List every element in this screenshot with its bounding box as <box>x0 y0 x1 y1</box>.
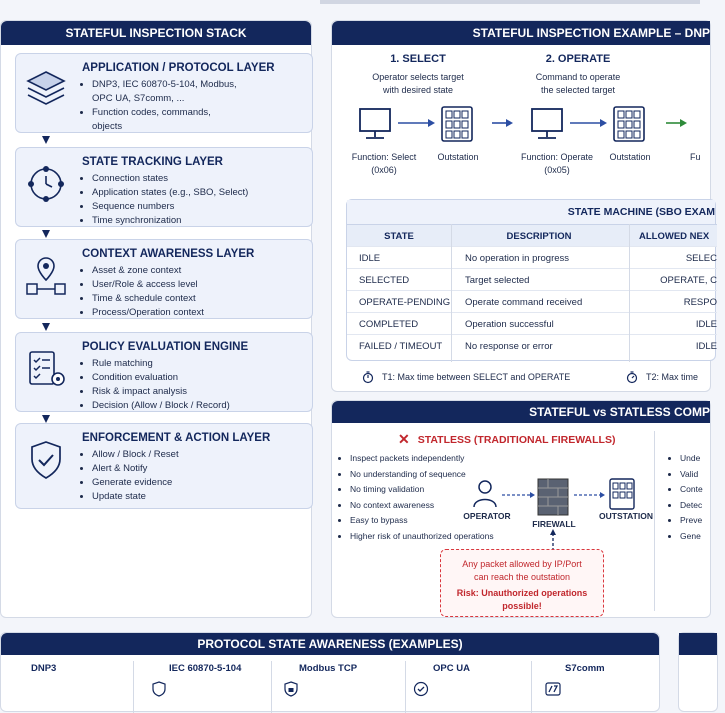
protocol-panel-partial <box>678 632 718 712</box>
step-select-title: 1. SELECT <box>390 53 446 65</box>
list-item: • Detec <box>680 498 703 514</box>
layer-item: • Sequence numbers <box>92 200 248 214</box>
allowed-next-cell: RESPO <box>683 296 717 308</box>
stack-header: STATEFUL INSPECTION STACK <box>1 21 311 45</box>
policy-evaluation-engine-layer <box>15 332 313 412</box>
list-item: • Inspect packets independently <box>350 451 494 467</box>
outstation-label: OUTSTATION <box>599 511 653 521</box>
firewall-label: FIREWALL <box>532 519 576 529</box>
stateful-list <box>670 451 703 544</box>
monitor-icon <box>360 109 390 138</box>
column-divider <box>133 661 134 713</box>
step-desc-line: with desired state <box>382 85 454 95</box>
stateful-inspection-stack-panel <box>0 20 312 618</box>
timer-t1-text: T1: Max time between SELECT and OPERATE <box>382 372 571 382</box>
protocol-s7comm: S7comm <box>565 663 605 674</box>
state-cell: SELECTED <box>359 274 410 286</box>
shield-check-icon <box>24 438 68 482</box>
column-divider <box>271 661 272 713</box>
column-header: DESCRIPTION <box>506 230 572 242</box>
layer-item: • User/Role & access level <box>92 278 204 292</box>
sbo-flow-diagram <box>332 103 712 151</box>
description-cell: No response or error <box>465 340 553 352</box>
enforcement-action-layer <box>15 423 313 509</box>
state-tracking-layer <box>15 147 313 227</box>
list-item: • Unde <box>680 451 703 467</box>
list-item: • Valid <box>680 467 703 483</box>
dashed-arrow-icon <box>502 492 535 498</box>
operate-function-label <box>514 151 600 177</box>
up-arrow-icon <box>550 529 556 551</box>
outstation-rack-icon <box>442 107 472 141</box>
operator-label: OPERATOR <box>463 511 511 521</box>
context-icon <box>24 254 68 298</box>
shield-icon <box>151 681 167 697</box>
step-operate-desc <box>518 71 638 97</box>
shield-lock-icon <box>283 681 299 697</box>
protocol-dnp3: DNP3 <box>31 663 57 674</box>
allowed-next-cell: OPERATE, C <box>660 274 717 286</box>
layer-item: • Asset & zone context <box>92 264 204 278</box>
dashed-arrow-icon <box>574 492 605 498</box>
table-row <box>347 312 717 335</box>
layer-title: POLICY EVALUATION ENGINE <box>82 341 249 353</box>
table-row <box>347 334 717 357</box>
firewall-icon <box>538 479 568 515</box>
policy-checklist-icon <box>24 347 68 391</box>
outstation-label: Outstation <box>437 152 479 162</box>
layer-title: ENFORCEMENT & ACTION LAYER <box>82 432 271 444</box>
function-code: (0x05) <box>544 165 570 175</box>
stateless-title-text: STATLESS (TRADITIONAL FIREWALLS) <box>417 433 616 446</box>
timer-t1 <box>362 371 570 383</box>
layer-item: • Application states (e.g., SBO, Select) <box>92 186 248 200</box>
select-function-label <box>346 151 422 177</box>
column-divider <box>451 224 452 362</box>
layer-item: • Time synchronization <box>92 214 248 228</box>
layer-item-continued: OPC UA, S7comm, ... <box>92 93 185 104</box>
timer-t2 <box>626 371 698 383</box>
example-header <box>332 21 710 45</box>
state-cell: COMPLETED <box>359 318 419 330</box>
step-desc-line: Command to operate <box>535 72 621 82</box>
stateful-vs-stateless-panel <box>331 400 711 618</box>
protocol-opc-ua: OPC UA <box>433 663 470 674</box>
layer-item: • Connection states <box>92 172 248 186</box>
state-cell: IDLE <box>359 252 381 264</box>
state-cell: FAILED / TIMEOUT <box>359 340 443 352</box>
compare-header <box>332 401 710 423</box>
column-divider <box>629 224 630 362</box>
stopwatch-icon <box>626 371 638 383</box>
table-row <box>347 268 717 291</box>
column-divider <box>531 661 532 713</box>
column-header: STATE <box>384 230 414 242</box>
layer-item: • Process/Operation context <box>92 306 204 320</box>
column-header: ALLOWED NEX <box>639 230 710 242</box>
outstation-rack-icon <box>610 479 634 509</box>
outstation-label: Outstation <box>609 152 651 162</box>
allowed-next-cell: SELEC <box>685 252 717 264</box>
table-row <box>347 290 717 313</box>
partial-function-label: Fu <box>690 152 701 162</box>
state-cycle-icon <box>24 162 68 206</box>
list-item: • Easy to bypass <box>350 513 494 529</box>
state-cell: OPERATE-PENDING <box>359 296 451 308</box>
step-select-desc <box>358 71 478 97</box>
timer-t2-text: T2: Max time <box>646 372 699 382</box>
layer-item: • Generate evidence <box>92 476 179 490</box>
list-item: • No timing validation <box>350 482 494 498</box>
protocol-iec-104: IEC 60870-5-104 <box>169 663 242 674</box>
stateless-title <box>398 431 615 448</box>
list-item: • Gene <box>680 529 703 545</box>
arrow-right-icon <box>492 119 513 127</box>
function-name: Function: Operate <box>520 152 594 162</box>
layer-item: • Allow / Block / Reset <box>92 448 179 462</box>
layer-item: • Function codes, commands, <box>92 106 237 120</box>
risk-text: Any packet allowed by IP/Port <box>462 559 582 569</box>
function-name: Function: Select <box>351 152 417 162</box>
step-operate-title: 2. OPERATE <box>545 53 611 65</box>
protocol-header: PROTOCOL STATE AWARENESS (EXAMPLES) <box>1 633 659 655</box>
layer-item: • Decision (Allow / Block / Record) <box>92 399 230 413</box>
partial-header <box>679 633 717 655</box>
list-item: • No context awareness <box>350 498 494 514</box>
layer-item: • Condition evaluation <box>92 371 230 385</box>
layer-item-continued: objects <box>92 121 123 132</box>
check-circle-icon <box>413 681 429 697</box>
arrow-down-icon <box>41 229 51 239</box>
stopwatch-icon <box>362 371 374 383</box>
x-mark-icon: ✕ <box>398 431 410 447</box>
risk-text: can reach the outstation <box>473 572 571 582</box>
protocol-modbus-tcp: Modbus TCP <box>299 663 358 674</box>
state-machine-title: STATE MACHINE (SBO EXAM <box>347 200 715 224</box>
operator-person-icon <box>474 481 496 507</box>
arrow-right-icon <box>570 119 607 127</box>
arrow-down-icon <box>41 322 51 332</box>
description-cell: Operation successful <box>465 318 554 330</box>
stateful-inspection-example-panel <box>331 20 717 392</box>
allowed-next-cell: IDLE <box>695 318 717 330</box>
state-machine-table <box>346 199 716 361</box>
allowed-next-cell: IDLE <box>695 340 717 352</box>
monitor-icon <box>532 109 562 138</box>
s7-logo-icon <box>545 681 561 697</box>
outstation-rack-icon <box>614 107 644 141</box>
table-header-row <box>347 224 717 247</box>
layer-item: • Update state <box>92 490 179 504</box>
layer-item: • DNP3, IEC 60870-5-104, Modbus, <box>92 78 237 92</box>
list-item: • Conte <box>680 482 703 498</box>
compare-title: STATEFUL vs STATLESS COMP <box>529 405 710 419</box>
layer-item: • Rule matching <box>92 357 230 371</box>
description-cell: Target selected <box>465 274 530 286</box>
application-protocol-layer <box>15 53 313 133</box>
arrow-right-icon-green <box>666 119 687 127</box>
column-divider <box>654 431 655 611</box>
layer-title: STATE TRACKING LAYER <box>82 156 223 168</box>
step-desc-line: the selected target <box>540 85 616 95</box>
layers-icon <box>24 68 68 112</box>
list-item: • Higher risk of unauthorized operations <box>350 529 494 545</box>
top-border-strip <box>320 0 700 4</box>
layer-title: APPLICATION / PROTOCOL LAYER <box>82 62 275 74</box>
function-code: (0x06) <box>371 165 397 175</box>
layer-item: • Alert & Notify <box>92 462 179 476</box>
list-item: • No understanding of sequence <box>350 467 494 483</box>
protocol-state-awareness-panel <box>0 632 660 712</box>
table-row <box>347 246 717 269</box>
risk-warning: possible! <box>502 601 542 611</box>
layer-title: CONTEXT AWARENESS LAYER <box>82 248 255 260</box>
column-divider <box>405 661 406 713</box>
description-cell: Operate command received <box>465 296 583 308</box>
example-title: STATEFUL INSPECTION EXAMPLE – DNP <box>472 26 710 40</box>
description-cell: No operation in progress <box>465 252 570 264</box>
risk-callout <box>440 549 604 617</box>
arrow-right-icon <box>398 119 435 127</box>
layer-item: • Risk & impact analysis <box>92 385 230 399</box>
arrow-down-icon <box>41 135 51 145</box>
context-awareness-layer <box>15 239 313 319</box>
risk-warning: Risk: Unauthorized operations <box>456 588 588 598</box>
step-desc-line: Operator selects target <box>372 72 464 82</box>
layer-item: • Time & schedule context <box>92 292 204 306</box>
list-item: • Preve <box>680 513 703 529</box>
